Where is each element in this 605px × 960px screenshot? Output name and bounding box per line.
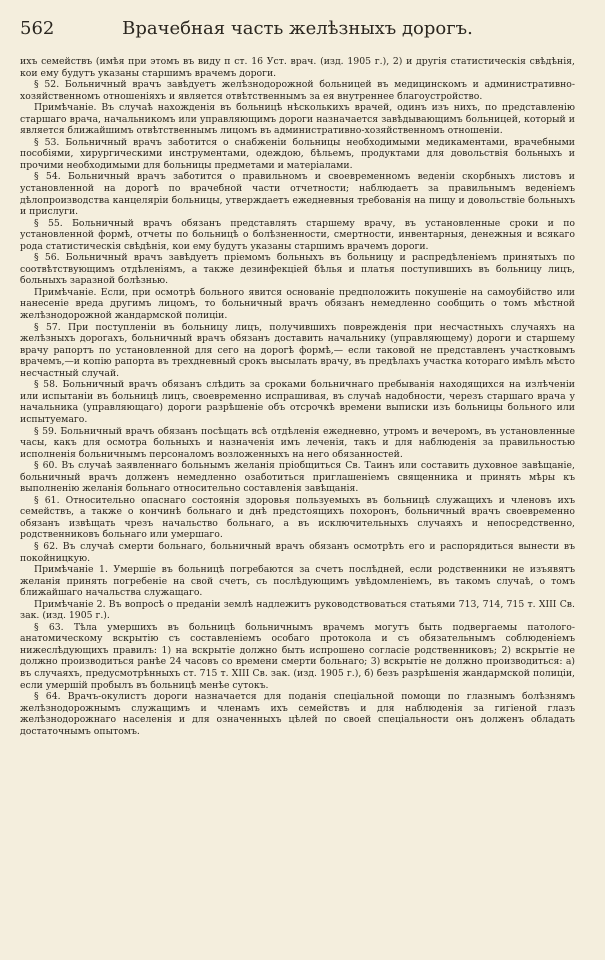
paragraph-61: § 61. Относительно опаснаго состоянія здоровья пользуемыхъ въ больницѣ служащихъ и членовъ ихъ семействъ, а также о кончинѣ больнаго и днѣ предстоящихъ похоронъ, больничный врачъ своевременно обязанъ извѣщать чрезъ начальство больнаго, а въ исключительныхъ случаяхъ и непосредственно, родственниковъ больнаго или умершаго.	[20, 494, 575, 541]
paragraph-59: § 59. Больничный врачъ обязанъ посѣщать всѣ отдѣленія ежедневно, утромъ и вечеромъ, въ установленные часы, какъ для осмотра больныхъ и назначенія имъ леченія, такъ и для наблюденія за правильностью исполненія больничнымъ персоналомъ возложенныхъ на него обязанностей.	[20, 425, 575, 460]
paragraph-55: § 55. Больничный врачъ обязанъ представлять старшему врачу, въ установленные сроки и по установленной формѣ, отчеты по больницѣ о болѣзненности, смертности, инвентарныя, денежныя и всякаго рода статистическія свѣдѣнія, кои ему будутъ указаны старшимъ врачемъ дороги.	[20, 217, 575, 252]
running-title: Врачебная часть желѣзныхъ дорогъ.	[122, 18, 473, 39]
note-2-to-62: Примѣчаніе 2. Въ вопросѣ о преданіи землѣ надлежитъ руководствоваться статьями 713, 714, 715 т. XIII Св. зак. (изд. 1905 г.).	[20, 598, 575, 622]
paragraph-56: § 56. Больничный врачъ завѣдуетъ пріемомъ больныхъ въ больницу и распредѣленіемъ принятыхъ по соотвѣтствующимъ отдѣленіямъ, а также дезинфекціей бѣлья и платья поступившихъ въ больницу лицъ, больныхъ заразной болѣзнью.	[20, 252, 575, 287]
page-body	[20, 56, 575, 737]
paragraph-60: § 60. Въ случаѣ заявленнаго больнымъ желанія пріобщиться Св. Таинъ или составить духовное завѣщаніе, больничный врачъ долженъ немедленно озаботиться приглашеніемъ священника и принять мѣры къ выполненію желанія больнаго относительно составленія завѣщанія.	[20, 460, 575, 495]
page-header	[20, 18, 575, 52]
page-number: 562	[20, 18, 55, 39]
paragraph-62: § 62. Въ случаѣ смерти больнаго, больничный врачъ обязанъ осмотрѣть его и распорядиться вынести въ покойницкую.	[20, 540, 575, 564]
paragraph-64: § 64. Врачъ-окулистъ дороги назначается для поданія спеціальной помощи по глазнымъ болѣзнямъ желѣзнодорожнымъ служащимъ и членамъ ихъ семействъ и для наблюденія за гигіеной глазъ желѣзнодорожнаго населенія и для означенныхъ цѣлей по своей спеціальности онъ долженъ обладать достаточнымъ опытомъ.	[20, 691, 575, 737]
paragraph-54: § 54. Больничный врачъ заботится о правильномъ и своевременномъ веденіи скорбныхъ листовъ и установленной на дорогѣ по врачебной части отчетности; наблюдаетъ за правильнымъ веденіемъ дѣлопроизводства канцеляріи больницы, утверждаетъ ежедневныя требованія на пищу и довольствіе больныхъ и прислуги.	[20, 171, 575, 218]
paragraph-57: § 57. При поступленіи въ больницу лицъ, получившихъ поврежденія при несчастныхъ случаяхъ на желѣзныхъ дорогахъ, больничный врачъ обязанъ доставить начальнику (управляющему) дороги и старшему врачу рапортъ по установленной для сего на дорогѣ формѣ,— если таковой не представленъ участковымъ врачемъ,—и копію рапорта въ трехдневный срокъ высылать врачу, въ предѣлахъ участка котораго имѣлъ мѣсто несчастный случай.	[20, 321, 575, 379]
paragraph-63: § 63. Тѣла умершихъ въ больницѣ больничнымъ врачемъ могутъ быть подвергаемы патолого-анатомическому вскрытію съ составленіемъ особаго протокола и съ обязательнымъ соблюденіемъ нижеслѣдующихъ правилъ: 1) на вскрытіе должно быть испрошено согласіе родственниковъ; 2) вскрытіе не должно производиться ранѣе 24 часовъ со времени смерти больнаго; 3) вскрытіе не должно производиться: а) въ случаяхъ, предусмотрѣнныхъ ст. 715 т. XIII Св. зак. (изд. 1905 г.), б) безъ разрѣшенія жандармской полиціи, если умершій пробылъ въ больницѣ менѣе сутокъ.	[20, 621, 575, 691]
paragraph-continuation: ихъ семействъ (имѣя при этомъ въ виду п ст. 16 Уст. врач. (изд. 1905 г.), 2) и другія статистическія свѣдѣнія, кои ему будутъ указаны старшимъ врачемъ дороги.	[20, 56, 575, 79]
note-1-to-62: Примѣчаніе 1. Умершіе въ больницѣ погребаются за счетъ послѣдней, если родственники не изъявятъ желанія принять погребеніе на свой счетъ, съ послѣдующимъ увѣдомленіемъ, въ такомъ случаѣ, о томъ ближайшаго начальства служащаго.	[20, 564, 575, 599]
paragraph-58: § 58. Больничный врачъ обязанъ слѣдить за сроками больничнаго пребыванія находящихся на излѣченіи или испытаніи въ больницѣ лицъ, своевременно испрашивая, въ случаѣ надобности, черезъ старшаго врача у начальника (управляющаго) дороги разрѣшеніе объ отсрочкѣ времени выписки изъ больницы больного или испытуемаго.	[20, 379, 575, 425]
paragraph-53: § 53. Больничный врачъ заботится о снабженіи больницы необходимыми медикаментами, врачебными пособіями, хирургическими инструментами, одеждою, бѣльемъ, продуктами для довольствія больныхъ и прочими необходимыми для больницы предметами и матеріалами.	[20, 136, 575, 171]
paragraph-52: § 52. Больничный врачъ завѣдуетъ желѣзнодорожной больницей въ медицинскомъ и административно-хозяйственномъ отношеніяхъ и является отвѣтственнымъ за ея внутреннее благоустройство.	[20, 79, 575, 102]
note-to-56: Примѣчаніе. Если, при осмотрѣ больного явится основаніе предположить покушеніе на самоубійство или нанесеніе вреда другимъ лицомъ, то больничный врачъ обязанъ немедленно сообщить о томъ мѣстной желѣзнодорожной жандармской полиціи.	[20, 286, 575, 322]
note-to-52: Примѣчаніе. Въ случаѣ нахожденія въ больницѣ нѣсколькихъ врачей, одинъ изъ нихъ, по представленію старшаго врача, начальникомъ или управляющимъ дороги назначается завѣдывающимъ больницей, который и является ближайшимъ отвѣтственнымъ лицомъ въ административно-хозяйственномъ отношеніи.	[20, 102, 575, 137]
